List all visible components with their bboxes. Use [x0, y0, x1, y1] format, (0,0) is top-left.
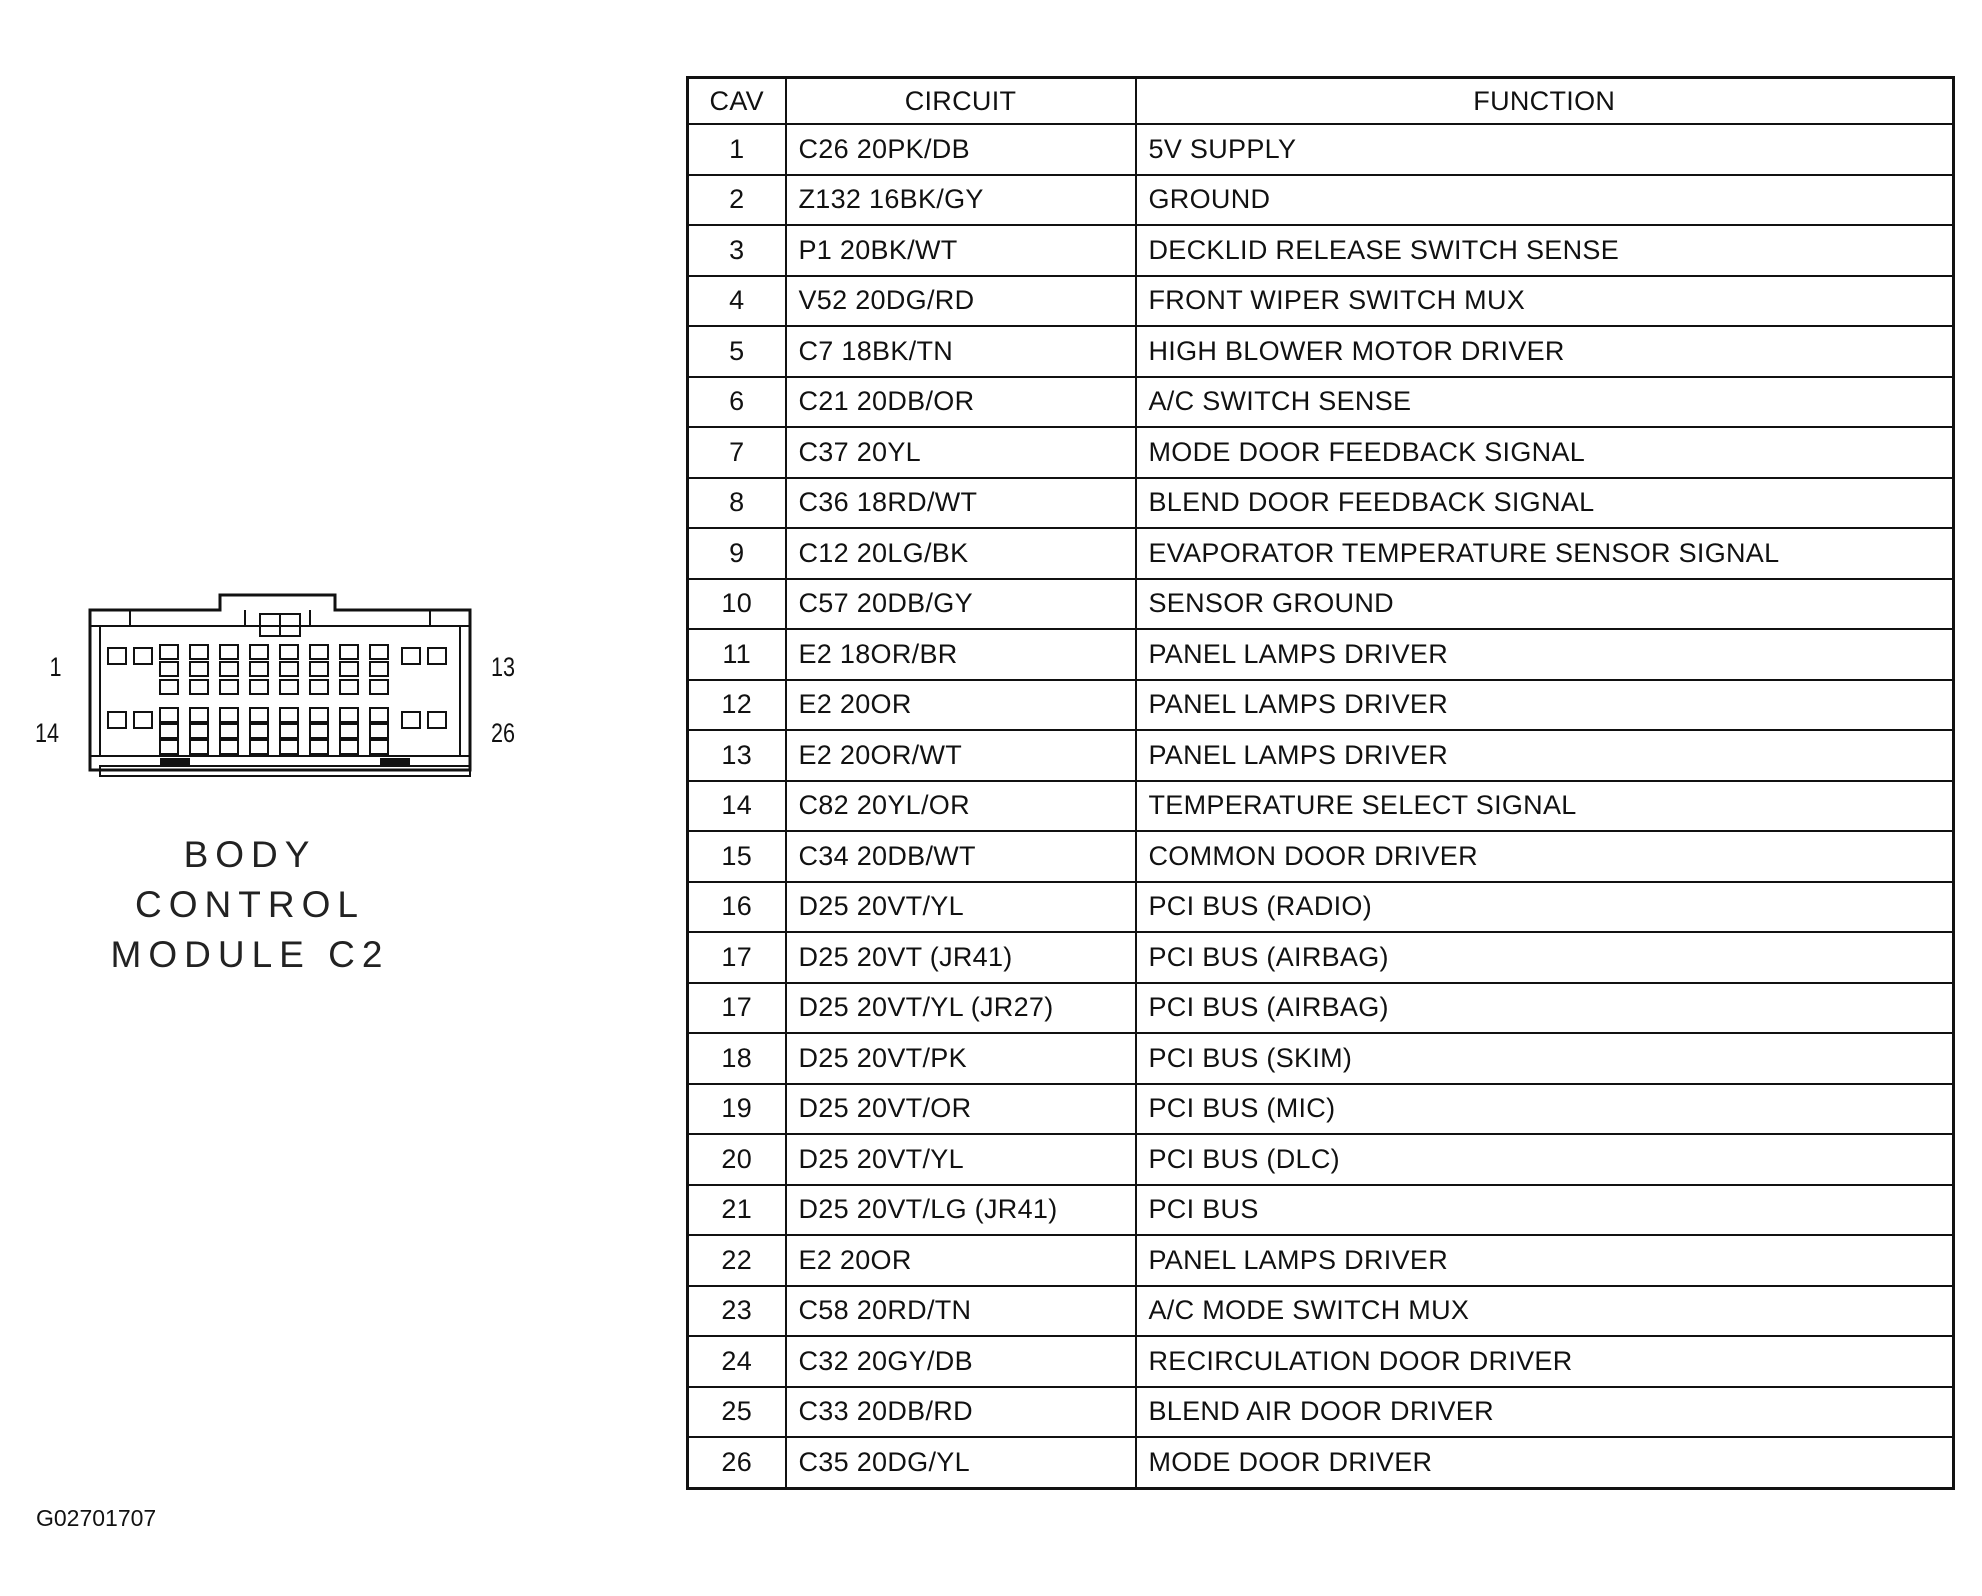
cav-cell: 7 [688, 427, 786, 478]
circuit-cell: E2 20OR/WT [786, 730, 1136, 781]
table-row [688, 1286, 1954, 1337]
table-row [688, 175, 1954, 226]
table-row [688, 225, 1954, 276]
cav-cell: 15 [688, 831, 786, 882]
function-cell: PANEL LAMPS DRIVER [1136, 1235, 1954, 1286]
cav-cell: 21 [688, 1185, 786, 1236]
cav-cell: 1 [688, 124, 786, 175]
function-cell: A/C SWITCH SENSE [1136, 377, 1954, 428]
function-cell: PANEL LAMPS DRIVER [1136, 730, 1954, 781]
circuit-cell: C36 18RD/WT [786, 478, 1136, 529]
cav-cell: 8 [688, 478, 786, 529]
function-cell: COMMON DOOR DRIVER [1136, 831, 1954, 882]
function-cell: GROUND [1136, 175, 1954, 226]
table-row [688, 983, 1954, 1034]
table-row [688, 1033, 1954, 1084]
header-function: FUNCTION [1136, 78, 1954, 125]
pin-label-top-left: 1 [49, 652, 62, 682]
function-cell: MODE DOOR DRIVER [1136, 1437, 1954, 1488]
circuit-cell: C58 20RD/TN [786, 1286, 1136, 1337]
figure-id: G02701707 [36, 1505, 157, 1531]
function-cell: PANEL LAMPS DRIVER [1136, 680, 1954, 731]
circuit-cell: C26 20PK/DB [786, 124, 1136, 175]
circuit-cell: C35 20DG/YL [786, 1437, 1136, 1488]
function-cell: EVAPORATOR TEMPERATURE SENSOR SIGNAL [1136, 528, 1954, 579]
function-cell: 5V SUPPLY [1136, 124, 1954, 175]
cav-cell: 18 [688, 1033, 786, 1084]
table-row [688, 730, 1954, 781]
circuit-cell: D25 20VT (JR41) [786, 932, 1136, 983]
cav-cell: 17 [688, 932, 786, 983]
connector-caption [90, 830, 410, 980]
circuit-cell: C12 20LG/BK [786, 528, 1136, 579]
table-row [688, 1235, 1954, 1286]
circuit-cell: E2 20OR [786, 680, 1136, 731]
cav-cell: 24 [688, 1336, 786, 1387]
table-row [688, 831, 1954, 882]
function-cell: PCI BUS (DLC) [1136, 1134, 1954, 1185]
function-cell: RECIRCULATION DOOR DRIVER [1136, 1336, 1954, 1387]
table-row [688, 326, 1954, 377]
function-cell: PCI BUS (MIC) [1136, 1084, 1954, 1135]
circuit-cell: Z132 16BK/GY [786, 175, 1136, 226]
cav-cell: 6 [688, 377, 786, 428]
circuit-cell: P1 20BK/WT [786, 225, 1136, 276]
circuit-cell: E2 20OR [786, 1235, 1136, 1286]
circuit-cell: E2 18OR/BR [786, 629, 1136, 680]
function-cell: SENSOR GROUND [1136, 579, 1954, 630]
table-row [688, 1134, 1954, 1185]
pinout-table [686, 76, 1955, 1490]
table-row [688, 882, 1954, 933]
table-row [688, 528, 1954, 579]
cav-cell: 22 [688, 1235, 786, 1286]
circuit-cell: V52 20DG/RD [786, 276, 1136, 327]
cav-cell: 16 [688, 882, 786, 933]
cav-cell: 5 [688, 326, 786, 377]
connector-diagram [30, 590, 530, 975]
table-row [688, 1185, 1954, 1236]
cav-cell: 2 [688, 175, 786, 226]
circuit-cell: D25 20VT/PK [786, 1033, 1136, 1084]
circuit-cell: C32 20GY/DB [786, 1336, 1136, 1387]
cav-cell: 4 [688, 276, 786, 327]
pinout-table-container [686, 76, 1952, 1490]
table-header-row [688, 78, 1954, 125]
table-row [688, 579, 1954, 630]
table-row [688, 1336, 1954, 1387]
pin-label-top-right: 13 [491, 652, 516, 682]
cav-cell: 20 [688, 1134, 786, 1185]
function-cell: PCI BUS (AIRBAG) [1136, 932, 1954, 983]
circuit-cell: D25 20VT/YL [786, 882, 1136, 933]
table-row [688, 1437, 1954, 1488]
function-cell: MODE DOOR FEEDBACK SIGNAL [1136, 427, 1954, 478]
function-cell: PANEL LAMPS DRIVER [1136, 629, 1954, 680]
cav-cell: 3 [688, 225, 786, 276]
cav-cell: 23 [688, 1286, 786, 1337]
table-row [688, 1387, 1954, 1438]
cav-cell: 11 [688, 629, 786, 680]
function-cell: A/C MODE SWITCH MUX [1136, 1286, 1954, 1337]
table-row [688, 276, 1954, 327]
table-row [688, 427, 1954, 478]
function-cell: DECKLID RELEASE SWITCH SENSE [1136, 225, 1954, 276]
circuit-cell: C34 20DB/WT [786, 831, 1136, 882]
function-cell: PCI BUS [1136, 1185, 1954, 1236]
table-row [688, 1084, 1954, 1135]
circuit-cell: C37 20YL [786, 427, 1136, 478]
function-cell: BLEND AIR DOOR DRIVER [1136, 1387, 1954, 1438]
cav-cell: 26 [688, 1437, 786, 1488]
table-body [688, 124, 1954, 1488]
circuit-cell: D25 20VT/YL (JR27) [786, 983, 1136, 1034]
cav-cell: 14 [688, 781, 786, 832]
table-row [688, 377, 1954, 428]
cav-cell: 19 [688, 1084, 786, 1135]
pin-label-bottom-right: 26 [491, 718, 516, 748]
connector-face-drawing [30, 590, 530, 820]
table-row [688, 781, 1954, 832]
cav-cell: 17 [688, 983, 786, 1034]
table-row [688, 478, 1954, 529]
table-row [688, 932, 1954, 983]
table-row [688, 680, 1954, 731]
circuit-cell: C33 20DB/RD [786, 1387, 1136, 1438]
circuit-cell: C7 18BK/TN [786, 326, 1136, 377]
pin-label-bottom-left: 14 [35, 718, 60, 748]
header-cav: CAV [688, 78, 786, 125]
cav-cell: 10 [688, 579, 786, 630]
table-row [688, 124, 1954, 175]
function-cell: TEMPERATURE SELECT SIGNAL [1136, 781, 1954, 832]
connector-caption-line1: BODY CONTROL [135, 834, 365, 925]
circuit-cell: C82 20YL/OR [786, 781, 1136, 832]
circuit-cell: D25 20VT/YL [786, 1134, 1136, 1185]
function-cell: HIGH BLOWER MOTOR DRIVER [1136, 326, 1954, 377]
function-cell: BLEND DOOR FEEDBACK SIGNAL [1136, 478, 1954, 529]
function-cell: PCI BUS (RADIO) [1136, 882, 1954, 933]
table-row [688, 629, 1954, 680]
circuit-cell: C21 20DB/OR [786, 377, 1136, 428]
cav-cell: 12 [688, 680, 786, 731]
connector-caption-line2: MODULE C2 [110, 934, 390, 975]
circuit-cell: D25 20VT/LG (JR41) [786, 1185, 1136, 1236]
function-cell: PCI BUS (AIRBAG) [1136, 983, 1954, 1034]
cav-cell: 25 [688, 1387, 786, 1438]
circuit-cell: C57 20DB/GY [786, 579, 1136, 630]
cav-cell: 13 [688, 730, 786, 781]
cav-cell: 9 [688, 528, 786, 579]
function-cell: FRONT WIPER SWITCH MUX [1136, 276, 1954, 327]
header-circuit: CIRCUIT [786, 78, 1136, 125]
function-cell: PCI BUS (SKIM) [1136, 1033, 1954, 1084]
circuit-cell: D25 20VT/OR [786, 1084, 1136, 1135]
